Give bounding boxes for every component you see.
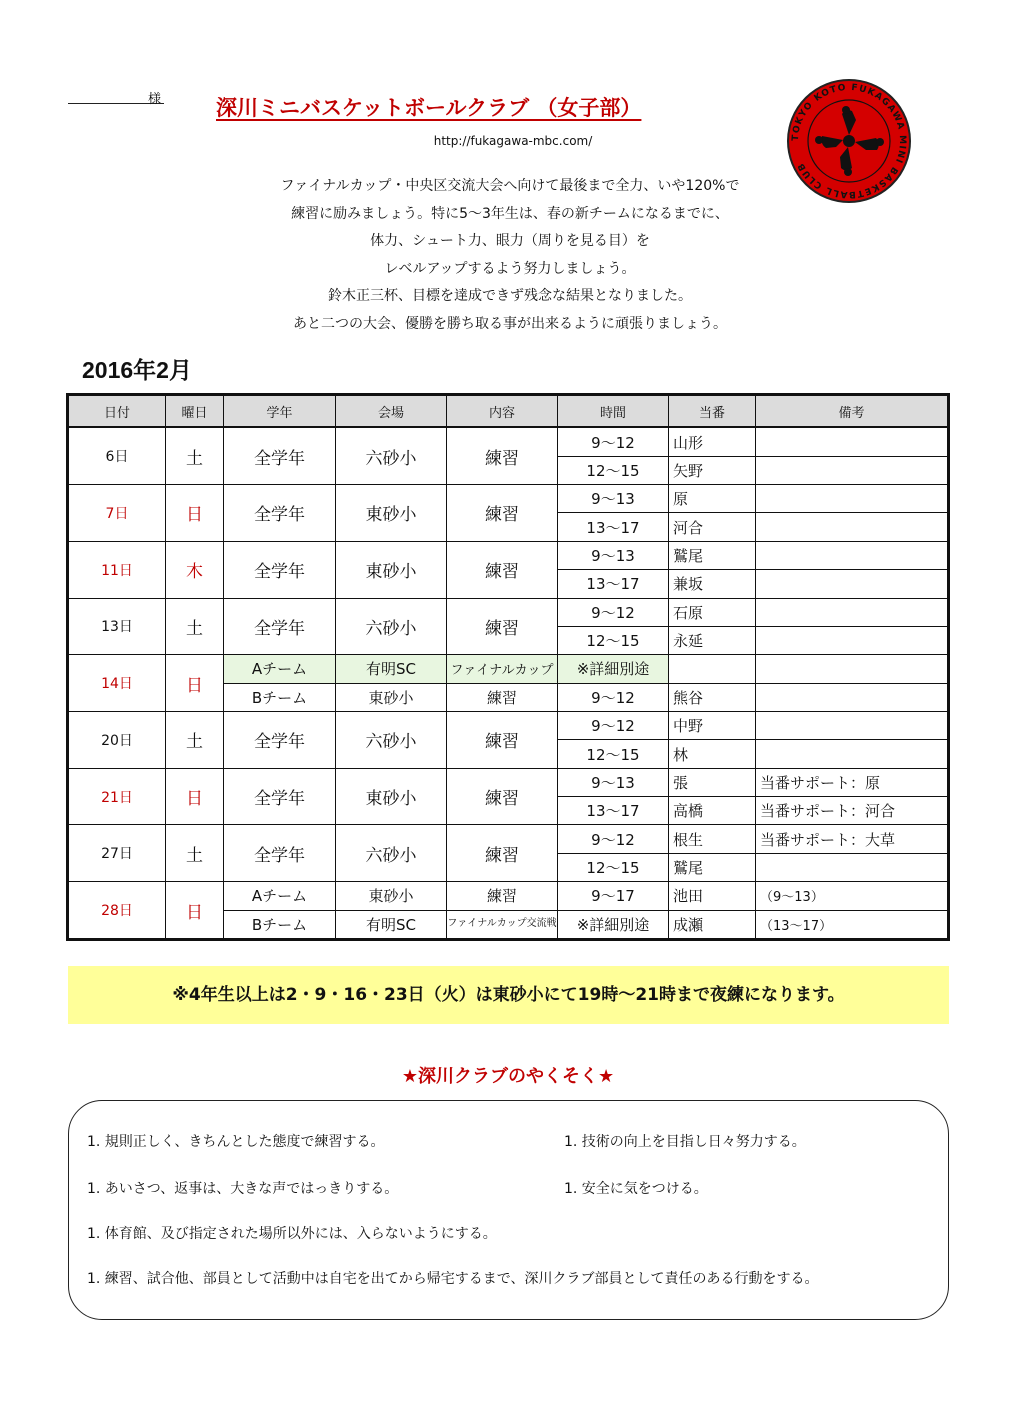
note-cell xyxy=(756,740,948,768)
day-cell: 日 xyxy=(166,768,224,825)
time-cell: 9～12 xyxy=(558,712,669,740)
time-cell: 9～12 xyxy=(558,598,669,626)
staff-cell: 熊谷 xyxy=(669,683,756,711)
table-row xyxy=(69,598,948,626)
note-cell xyxy=(756,456,948,484)
note-cell xyxy=(756,427,948,456)
rule-item: 1. あいさつ、返事は、大きな声ではっきりする。 xyxy=(87,1181,399,1197)
grade-cell: 全学年 xyxy=(224,485,336,542)
time-cell: 12～15 xyxy=(558,626,669,654)
staff-cell: 林 xyxy=(669,740,756,768)
day-cell: 木 xyxy=(166,541,224,598)
date-cell: 27日 xyxy=(69,825,166,882)
note-cell: （13～17） xyxy=(756,910,948,938)
note-cell xyxy=(756,626,948,654)
col-header-notes: 備考 xyxy=(756,396,948,428)
note-cell: （9～13） xyxy=(756,882,948,910)
date-cell: 28日 xyxy=(69,882,166,939)
table-row xyxy=(69,541,948,569)
rule-item: 1. 練習、試合他、部員として活動中は自宅を出てから帰宅するまで、深川クラブ部員として責任のある行動をする。 xyxy=(87,1271,819,1287)
time-cell: 12～15 xyxy=(558,456,669,484)
staff-cell: 高橋 xyxy=(669,797,756,825)
grade-cell: 全学年 xyxy=(224,598,336,655)
staff-cell: 成瀬 xyxy=(669,910,756,938)
content-cell: 練習 xyxy=(447,427,558,484)
time-cell: 12～15 xyxy=(558,740,669,768)
staff-cell: 鷲尾 xyxy=(669,853,756,881)
rule-item: 1. 技術の向上を目指し日々努力する。 xyxy=(564,1134,806,1150)
time-cell: 9～12 xyxy=(558,683,669,711)
venue-cell: 有明SC xyxy=(336,655,447,683)
grade-cell: Aチーム xyxy=(224,882,336,910)
message-line: 練習に励みましょう。特に5～3年生は、春の新チームになるまでに、 xyxy=(291,205,729,222)
note-cell: 当番サポート：原 xyxy=(756,768,948,796)
venue-cell: 六砂小 xyxy=(336,712,447,769)
time-cell: 13～17 xyxy=(558,797,669,825)
promise-box xyxy=(68,1100,949,1320)
day-cell: 日 xyxy=(166,882,224,939)
message-line: レベルアップするよう努力しましょう。 xyxy=(384,260,636,277)
venue-cell: 東砂小 xyxy=(336,882,447,910)
staff-cell: 池田 xyxy=(669,882,756,910)
col-header-day: 曜日 xyxy=(166,396,224,428)
note-cell xyxy=(756,683,948,711)
venue-cell: 東砂小 xyxy=(336,541,447,598)
message-line: ファイナルカップ・中央区交流大会へ向けて最後まで全力、いや120%で xyxy=(280,178,740,194)
time-cell: 12～15 xyxy=(558,853,669,881)
club-title: 深川ミニバスケットボールクラブ （女子部） xyxy=(216,96,642,120)
note-cell: 当番サポート：大草 xyxy=(756,825,948,853)
table-row xyxy=(69,825,948,853)
schedule-table xyxy=(66,393,950,941)
day-cell: 日 xyxy=(166,655,224,712)
content-cell: 練習 xyxy=(447,485,558,542)
content-cell: 練習 xyxy=(447,683,558,711)
note-cell xyxy=(756,712,948,740)
staff-cell: 石原 xyxy=(669,598,756,626)
note-cell: 当番サポート：河合 xyxy=(756,797,948,825)
table-row xyxy=(69,485,948,513)
grade-cell: 全学年 xyxy=(224,541,336,598)
date-cell: 13日 xyxy=(69,598,166,655)
note-cell xyxy=(756,485,948,513)
date-cell: 11日 xyxy=(69,541,166,598)
grade-cell: Bチーム xyxy=(224,910,336,938)
promise-title: ★深川クラブのやくそく★ xyxy=(401,1066,615,1087)
staff-cell: 根生 xyxy=(669,825,756,853)
note-cell xyxy=(756,570,948,598)
day-cell: 土 xyxy=(166,427,224,484)
grade-cell: 全学年 xyxy=(224,427,336,484)
col-header-content: 内容 xyxy=(447,396,558,428)
day-cell: 土 xyxy=(166,598,224,655)
venue-cell: 六砂小 xyxy=(336,427,447,484)
venue-cell: 東砂小 xyxy=(336,683,447,711)
note-cell xyxy=(756,655,948,683)
date-cell: 7日 xyxy=(69,485,166,542)
staff-cell: 張 xyxy=(669,768,756,796)
time-cell: ※詳細別途 xyxy=(558,910,669,938)
club-logo xyxy=(786,78,912,204)
staff-cell: 中野 xyxy=(669,712,756,740)
time-cell: 13～17 xyxy=(558,570,669,598)
col-header-staff: 当番 xyxy=(669,396,756,428)
staff-cell: 河合 xyxy=(669,513,756,541)
message-line: あと二つの大会、優勝を勝ち取る事が出来るように頑張りましょう。 xyxy=(293,315,727,332)
grade-cell: Aチーム xyxy=(224,655,336,683)
day-cell: 土 xyxy=(166,825,224,882)
staff-cell: 兼坂 xyxy=(669,570,756,598)
night-practice-notice: ※4年生以上は2・9・16・23日（火）は東砂小にて19時～21時まで夜練になります。 xyxy=(68,966,949,1024)
content-cell: 練習 xyxy=(447,882,558,910)
col-header-grade: 学年 xyxy=(224,396,336,428)
rule-item: 1. 規則正しく、きちんとした態度で練習する。 xyxy=(87,1134,385,1150)
content-cell: 練習 xyxy=(447,712,558,769)
logo-ring-text: TOKYO KOTO FUKAGAWA MINI BASKETBALL CLUB xyxy=(790,82,908,200)
content-cell: 練習 xyxy=(447,541,558,598)
time-cell: 9～13 xyxy=(558,541,669,569)
staff-cell: 矢野 xyxy=(669,456,756,484)
content-cell: 練習 xyxy=(447,598,558,655)
staff-cell: 鷲尾 xyxy=(669,541,756,569)
table-row xyxy=(69,655,948,683)
venue-cell: 東砂小 xyxy=(336,768,447,825)
time-cell: 13～17 xyxy=(558,513,669,541)
table-header-row xyxy=(69,396,948,428)
rule-item: 1. 体育館、及び指定された場所以外には、入らないようにする。 xyxy=(87,1226,497,1242)
staff-cell: 原 xyxy=(669,485,756,513)
table-row xyxy=(69,768,948,796)
venue-cell: 六砂小 xyxy=(336,598,447,655)
month-title: 2016年2月 xyxy=(82,357,192,383)
content-cell: ファイナルカップ交流戦 xyxy=(447,910,558,938)
staff-cell: 永延 xyxy=(669,626,756,654)
day-cell: 日 xyxy=(166,485,224,542)
table-row xyxy=(69,882,948,910)
grade-cell: 全学年 xyxy=(224,712,336,769)
club-url[interactable]: http://fukagawa-mbc.com/ xyxy=(433,134,593,148)
content-cell: ファイナルカップ xyxy=(447,655,558,683)
col-header-time: 時間 xyxy=(558,396,669,428)
header-message xyxy=(150,173,870,338)
note-cell xyxy=(756,513,948,541)
staff-cell: 山形 xyxy=(669,427,756,456)
table-row xyxy=(69,712,948,740)
date-cell: 6日 xyxy=(69,427,166,484)
date-cell: 21日 xyxy=(69,768,166,825)
addressee-suffix: 様 xyxy=(148,92,162,107)
grade-cell: 全学年 xyxy=(224,825,336,882)
rule-item: 1. 安全に気をつける。 xyxy=(564,1181,708,1197)
day-cell: 土 xyxy=(166,712,224,769)
note-cell xyxy=(756,853,948,881)
time-cell: 9～12 xyxy=(558,825,669,853)
grade-cell: Bチーム xyxy=(224,683,336,711)
content-cell: 練習 xyxy=(447,825,558,882)
venue-cell: 有明SC xyxy=(336,910,447,938)
venue-cell: 六砂小 xyxy=(336,825,447,882)
table-row xyxy=(69,427,948,456)
time-cell: 9～13 xyxy=(558,485,669,513)
note-cell xyxy=(756,541,948,569)
message-line: 体力、シュート力、眼力（周りを見る目）を xyxy=(370,233,650,249)
message-line: 鈴木正三杯、目標を達成できず残念な結果となりました。 xyxy=(328,288,692,304)
col-header-date: 日付 xyxy=(69,396,166,428)
note-cell xyxy=(756,598,948,626)
date-cell: 20日 xyxy=(69,712,166,769)
staff-cell xyxy=(669,655,756,683)
time-cell: 9～12 xyxy=(558,427,669,456)
content-cell: 練習 xyxy=(447,768,558,825)
date-cell: 14日 xyxy=(69,655,166,712)
time-cell: 9～17 xyxy=(558,882,669,910)
venue-cell: 東砂小 xyxy=(336,485,447,542)
col-header-venue: 会場 xyxy=(336,396,447,428)
grade-cell: 全学年 xyxy=(224,768,336,825)
time-cell: ※詳細別途 xyxy=(558,655,669,683)
time-cell: 9～13 xyxy=(558,768,669,796)
